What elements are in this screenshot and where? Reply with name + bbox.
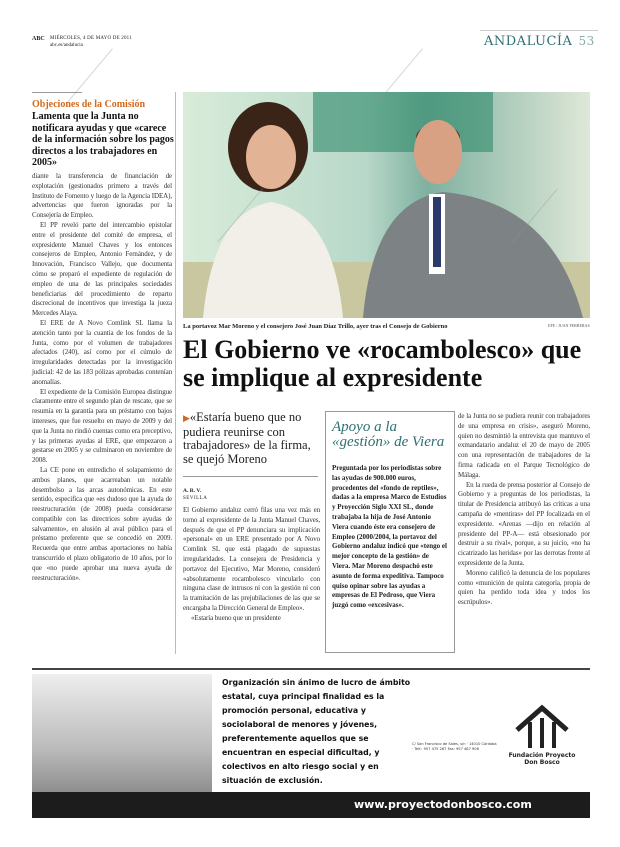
sidebar-title: Lamenta que la Junta no notificara ayudas y que «carece de la información sobre los pagos directos a los trabajadores en 2005»	[32, 111, 174, 168]
section-header	[484, 34, 595, 49]
photo-credit: EFE / JUAN FERRERAS	[548, 323, 590, 328]
section-name: ANDALUCÍA	[484, 34, 573, 49]
box-body: Preguntada por los periodistas sobre las ayudas de 900.000 euros, procedentes del «fondo de reptiles», dadas a la empresa Marco de Estudios y Proyección Siglo XXI SL, donde trabajaba la hija de José Antonio Viera cuando éste era consejero de Empleo (2000/2004, la portavoz del Gobierno andaluz indicó que «tengo el mejor concepto de la gestión» de Viera. Mar Moreno despachó este asunto de forma expeditiva. Tampoco quiso opinar sobre las ayudas a empresas de El Pedroso, que Viera juzgó como «excesivas».	[332, 464, 447, 610]
paragraph: de la Junta no se pudiera reunir con trabajadores de una empresa en crisis», aseguró Moreno, quien no desmintió la entrevista que mantuvo el exmandatario andaluz el 20 de mayo de 2005 con una representación de trabajadores de la firma radicada en el Parque Tecnológico de Málaga.	[458, 412, 590, 479]
site-url[interactable]: abc.es/andalucia	[50, 43, 83, 48]
paragraph: El ERE de A Novo Comlink SL llama la atención tanto por la cuantía de los fondos de la Junta, como por el volumen de trabajadores afectados (240), así como por el cúmulo de irregularidades detectadas por la investigación judicial: 42 de las 183 pólizas aprobadas contenían anomalías.	[32, 318, 172, 386]
sidebar-box	[325, 411, 455, 653]
top-rule	[480, 30, 598, 31]
pull-quote-text: «Estaría bueno que no pudiera reunirse con trabajadores» de la firma, se quejó Moreno	[183, 410, 311, 466]
paragraph: La CE pone en entredicho el solapamiento de ambos planes, que acarreaban un notable desembolso a las arcas autonómicas. En este sentido, especifica que «es dudoso que la ayuda de reestructuración (de 2008) pueda considerarse compatible con las directrices sobre ayudas de salvamento», en alusión al aval público para el préstamo preferente que se concedió en 2009. Recuerda que entre ambas aportaciones no había transcurrido el plazo obligatorio de 10 años, por lo que «no puede aprobar una nueva ayuda de reestructuración».	[32, 465, 172, 582]
ad-logo	[502, 700, 582, 766]
divider	[32, 92, 82, 93]
left-column	[32, 172, 172, 583]
column-divider	[175, 92, 176, 654]
watermark-line	[67, 48, 113, 102]
paragraph: El expediente de la Comisión Europea distingue claramente entre el segundo plan de rescate, que se resumía en la garantía para un préstamo con bajos intereses, que fue resuelto en mayo de 2009 y del que la Junta no rindió cuentas como era preceptivo, y las primeras ayudas al ERE, que empezaron a gestarse en 2005 y se culminaron en noviembre de 2008.	[32, 387, 172, 465]
page-number: 53	[578, 34, 595, 48]
ad-photo	[32, 674, 212, 798]
box-title: Apoyo a la «gestión» de Viera	[332, 419, 445, 450]
brand: ABC	[32, 36, 45, 42]
photo-caption: La portavoz Mar Moreno y el consejero José Juan Díaz Trillo, ayer tras el Consejo de Gobierno	[183, 323, 448, 330]
advertisement[interactable]	[32, 668, 590, 818]
paragraph: El Gobierno andaluz cerró filas una vez más en torno al expresidente de la Junta Manuel Chaves, después de que el PP denunciara su implicación «personal» en un ERE presentado por A Novo Comlink SL que está plagado de supuestas irregularidades. La consejera de Presidencia y portavoz del Ejecutivo, Mar Moreno, consideró «absolutamente rocambolesco vincularlo con ninguna clase de intrusos ni con la gestión ni con la tramitación de las prejubilaciones de las que se encargaba la Dirección General de Empleo».	[183, 506, 320, 612]
middle-column	[183, 506, 320, 624]
ad-text: Organización sin ánimo de lucro de ámbito estatal, cuya principal finalidad es la promoción personal, educativa y sociolaboral de menores y jóvenes, preferentemente aquellos que se encuentran en especial dificultad, y colectivos en alto riesgo social y en situación de exclusión.	[222, 678, 411, 785]
ad-url[interactable]: www.proyectodonbosco.com	[354, 798, 532, 811]
ad-contact: C/ San Francisco de Sales, s/n · 14010 Córdoba · Telf.: 957 475 267 Fax: 957 487 906	[412, 742, 497, 751]
sidebar-kicker: Objeciones de la Comisión	[32, 99, 146, 110]
right-column	[458, 412, 590, 608]
paragraph: Moreno calificó la denuncia de los populares como «munición de quinta categoría, propia de quien ha perdido toda idea y todos los escrúpulos».	[458, 568, 590, 607]
photo-illustration	[183, 92, 590, 318]
house-logo-icon	[512, 700, 572, 750]
date: MIÉRCOLES, 4 DE MAYO DE 2011	[50, 36, 132, 41]
paragraph: «Estaría bueno que un presidente	[191, 613, 281, 622]
byline: A. R. V.	[183, 488, 201, 494]
news-photo	[183, 92, 590, 318]
paragraph: El PP reveló parte del intercambio epistolar entre el presidente del comité de empresa, el expresidente Manuel Chaves y los entonces consejeros de Empleo, Antonio Fernández, y de Innovación, Francisco Vallejo, que documenta cómo se preparó el expediente de regulación de empleo de una de las principales sociedades beneficiarias del procedimiento de reparto discrecional de incentivos que investiga la jueza Mercedes Alaya.	[32, 220, 172, 318]
dateline-city: SEVILLA	[183, 496, 208, 501]
pull-quote	[183, 411, 323, 466]
arrow-icon: ▶	[183, 413, 190, 423]
paragraph: En la rueda de prensa posterior al Consejo de Gobierno y a preguntas de los periodistas, la titular de Presidencia atribuyó las críticas a una campaña de «mentiras» del PP focalizada en el expresidente. «Arenas —dijo en relación al presidente del PP-A— está obsesionado por destruir a su rival», porque, a su juicio, «no ha cicatrizado las heridas» por las derrotas frente al expresidente de la Junta.	[458, 480, 590, 567]
ad-brand: Fundación Proyecto Don Bosco	[508, 752, 576, 766]
paragraph: diante la transferencia de financiación de explotación (gestionados primero a través del Instituto de Fomento y luego de la Agencia IDEA), advertencias que fueron ignoradas por la Consejería de Empleo.	[32, 172, 172, 220]
headline: El Gobierno ve «rocambolesco» que se implique al expresidente	[183, 335, 582, 392]
divider	[183, 476, 318, 477]
